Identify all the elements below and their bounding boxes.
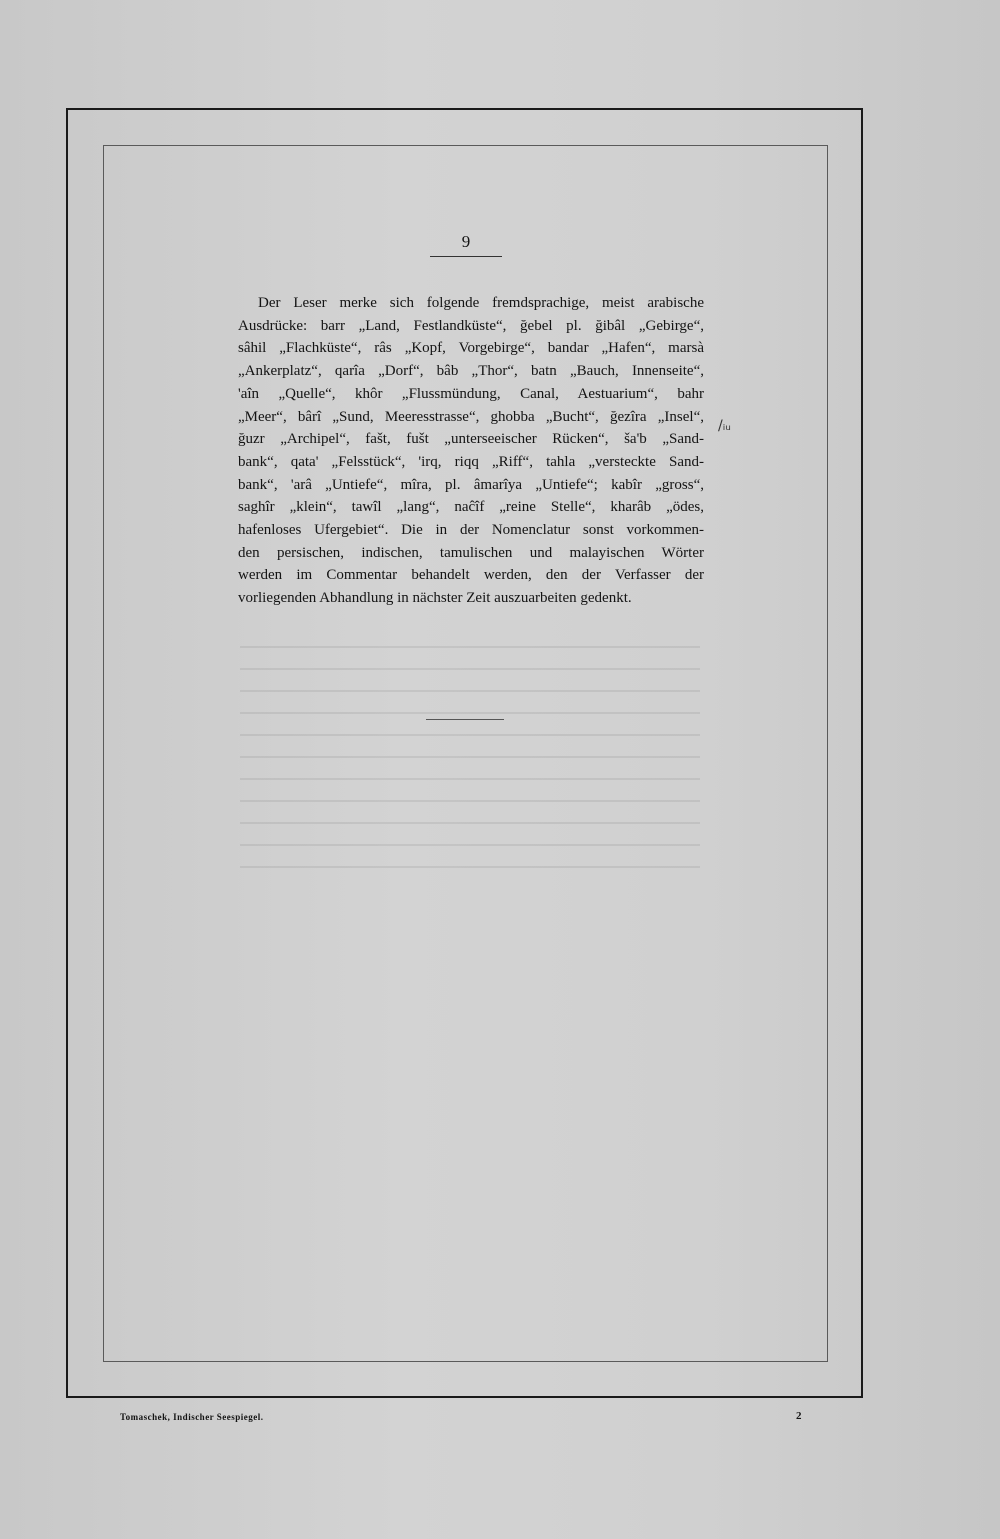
body-line: „Ankerplatz“, qarîa „Dorf“, bâb „Thor“, batn „Bauch, Innenseite“,	[238, 363, 704, 380]
body-line: sâhil „Flachküste“, râs „Kopf, Vorgebirge“, bandar „Hafen“, marsà	[238, 340, 704, 357]
margin-mark-icon: /ᵢᵤ	[718, 418, 731, 434]
body-line: werden im Commentar behandelt werden, den der Verfasser der	[238, 567, 704, 584]
top-rule	[430, 256, 502, 257]
body-line: „Meer“, bârî „Sund, Meeresstrasse“, ghobba „Bucht“, ğezîra „Insel“,	[238, 408, 704, 425]
bottom-rule	[426, 719, 504, 720]
body-line: 'aîn „Quelle“, khôr „Flussmündung, Canal, Aestuarium“, bahr	[238, 385, 704, 402]
body-line: bank“, qata' „Felsstück“, 'irq, riqq „Riff“, tahla „versteckte Sand-	[238, 453, 704, 470]
body-line: den persischen, indischen, tamulischen und malayischen Wörter	[238, 544, 704, 561]
page-number: 9	[461, 232, 471, 251]
footer-signature: Tomaschek, Indischer Seespiegel.	[120, 1412, 264, 1422]
body-paragraph	[238, 292, 704, 610]
body-line: bank“, 'arâ „Untiefe“, mîra, pl. âmarîya „Untiefe“; kabîr „gross“,	[238, 476, 704, 493]
body-line: vorliegenden Abhandlung in nächster Zeit auszuarbeiten gedenkt.	[238, 590, 632, 607]
bleed-through-texture	[240, 632, 700, 882]
body-line: ğuzr „Archipel“, fašt, fušt „unterseeischer Rücken“, ša'b „Sand-	[238, 431, 704, 448]
body-line: hafenloses Ufergebiet“. Die in der Nomenclatur sonst vorkommen-	[238, 522, 704, 539]
body-line: Ausdrücke: barr „Land, Festlandküste“, ğebel pl. ğibâl „Gebirge“,	[238, 317, 704, 334]
body-line: saghîr „klein“, tawîl „lang“, naĉîf „reine Stelle“, kharâb „ödes,	[238, 499, 704, 516]
body-line: Der Leser merke sich folgende fremdsprachige, meist arabische	[258, 295, 704, 311]
footer-sheet-number: 2	[796, 1410, 802, 1422]
